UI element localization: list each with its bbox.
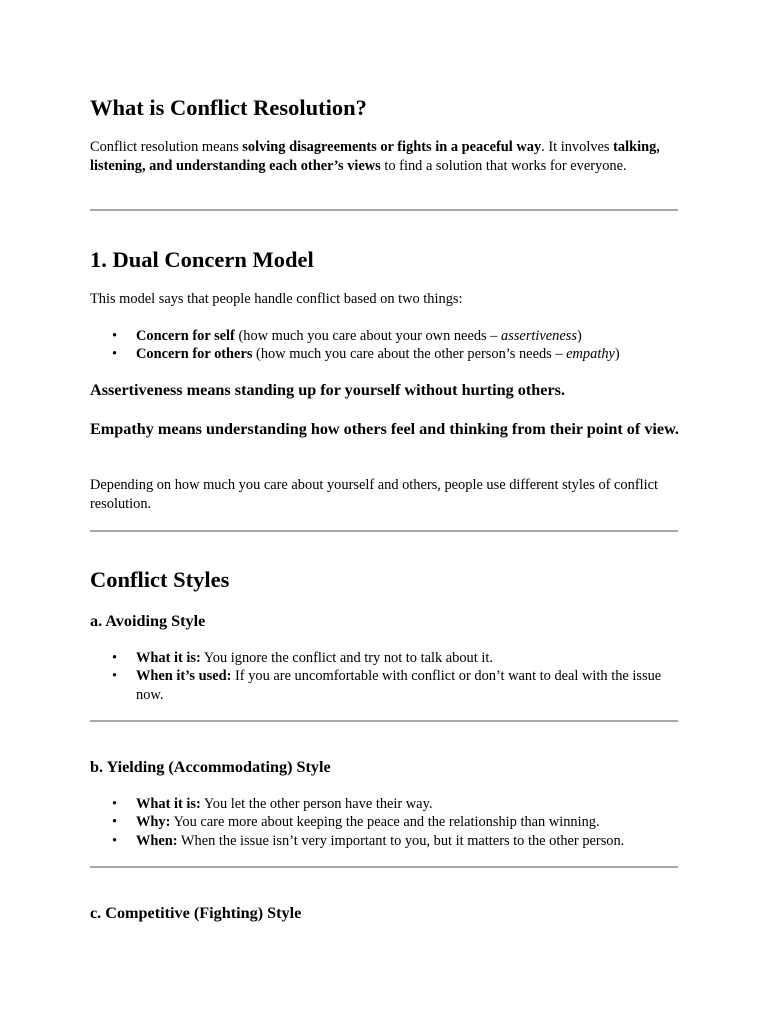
list-item (90, 649, 680, 667)
list-item-term: Concern for self (136, 328, 235, 344)
list-item (90, 832, 680, 850)
definition-text: . It involves (541, 139, 614, 155)
bullet: • (112, 650, 118, 666)
list-item (90, 345, 680, 363)
bullet: • (112, 832, 118, 849)
list-item-term: When: (136, 832, 178, 849)
divider (90, 209, 678, 211)
bullet: • (112, 346, 118, 363)
definition-text: to find a solution that works for everyone. (380, 157, 627, 174)
definition-bold: talking, listening, and understanding each other’s views (90, 139, 660, 174)
list-item-text: ) (614, 346, 620, 363)
definition-bold: solving disagreements or fights in a peaceful way (242, 139, 542, 155)
list-item-text: You let the other person have their way. (200, 796, 433, 812)
list-item-term: Concern for others (136, 346, 253, 363)
yielding-style-heading: b. Yielding (Accommodating) Style (90, 758, 331, 776)
list-item-text: You ignore the conflict and try not to talk about it. (200, 650, 493, 666)
list-item-text: (how much you care about the other person’s needs – (252, 346, 567, 363)
list-item-text: When the issue isn’t very important to you, but it matters to the other person. (177, 832, 625, 849)
divider (90, 866, 678, 868)
empathy-definition: Empathy means understanding how others feel and thinking from their point of view. (90, 420, 679, 438)
yielding-style-list (90, 795, 680, 850)
list-item-term: What it is: (136, 650, 201, 666)
dual-concern-outro: Depending on how much you care about yourself and others, people use different styles of conflict resolution. (90, 477, 659, 512)
definition-text: Conflict resolution means (90, 139, 243, 155)
conflict-resolution-heading: What is Conflict Resolution? (90, 95, 367, 120)
list-item (90, 667, 680, 704)
list-item-text: ) (576, 328, 582, 344)
list-item-term: What it is: (136, 796, 201, 812)
conflict-resolution-definition (90, 138, 680, 175)
dual-concern-heading: 1. Dual Concern Model (90, 247, 314, 272)
avoiding-style-heading: a. Avoiding Style (90, 612, 206, 630)
list-item-emphasis: empathy (566, 346, 615, 363)
bullet: • (112, 668, 118, 685)
list-item-text: You care more about keeping the peace and the relationship than winning. (170, 814, 600, 831)
competitive-style-heading: c. Competitive (Fighting) Style (90, 904, 302, 922)
divider (90, 720, 678, 722)
assertiveness-definition: Assertiveness means standing up for yourself without hurting others. (90, 381, 566, 399)
avoiding-style-list (90, 649, 680, 704)
list-item (90, 813, 680, 831)
conflict-styles-heading: Conflict Styles (90, 567, 230, 592)
list-item (90, 327, 680, 345)
concern-list (90, 327, 680, 364)
list-item-term: Why: (136, 814, 171, 831)
list-item (90, 795, 680, 813)
bullet: • (112, 328, 118, 344)
bullet: • (112, 814, 118, 831)
list-item-emphasis: assertiveness (501, 328, 577, 344)
divider (90, 530, 678, 532)
dual-concern-intro: This model says that people handle conflict based on two things: (90, 291, 463, 307)
bullet: • (112, 796, 118, 812)
list-item-term: When it’s used: (136, 668, 232, 685)
list-item-text: (how much you care about your own needs – (234, 328, 502, 344)
list-item-text: If you are uncomfortable with conflict or don’t want to deal with the issue now. (136, 668, 662, 703)
